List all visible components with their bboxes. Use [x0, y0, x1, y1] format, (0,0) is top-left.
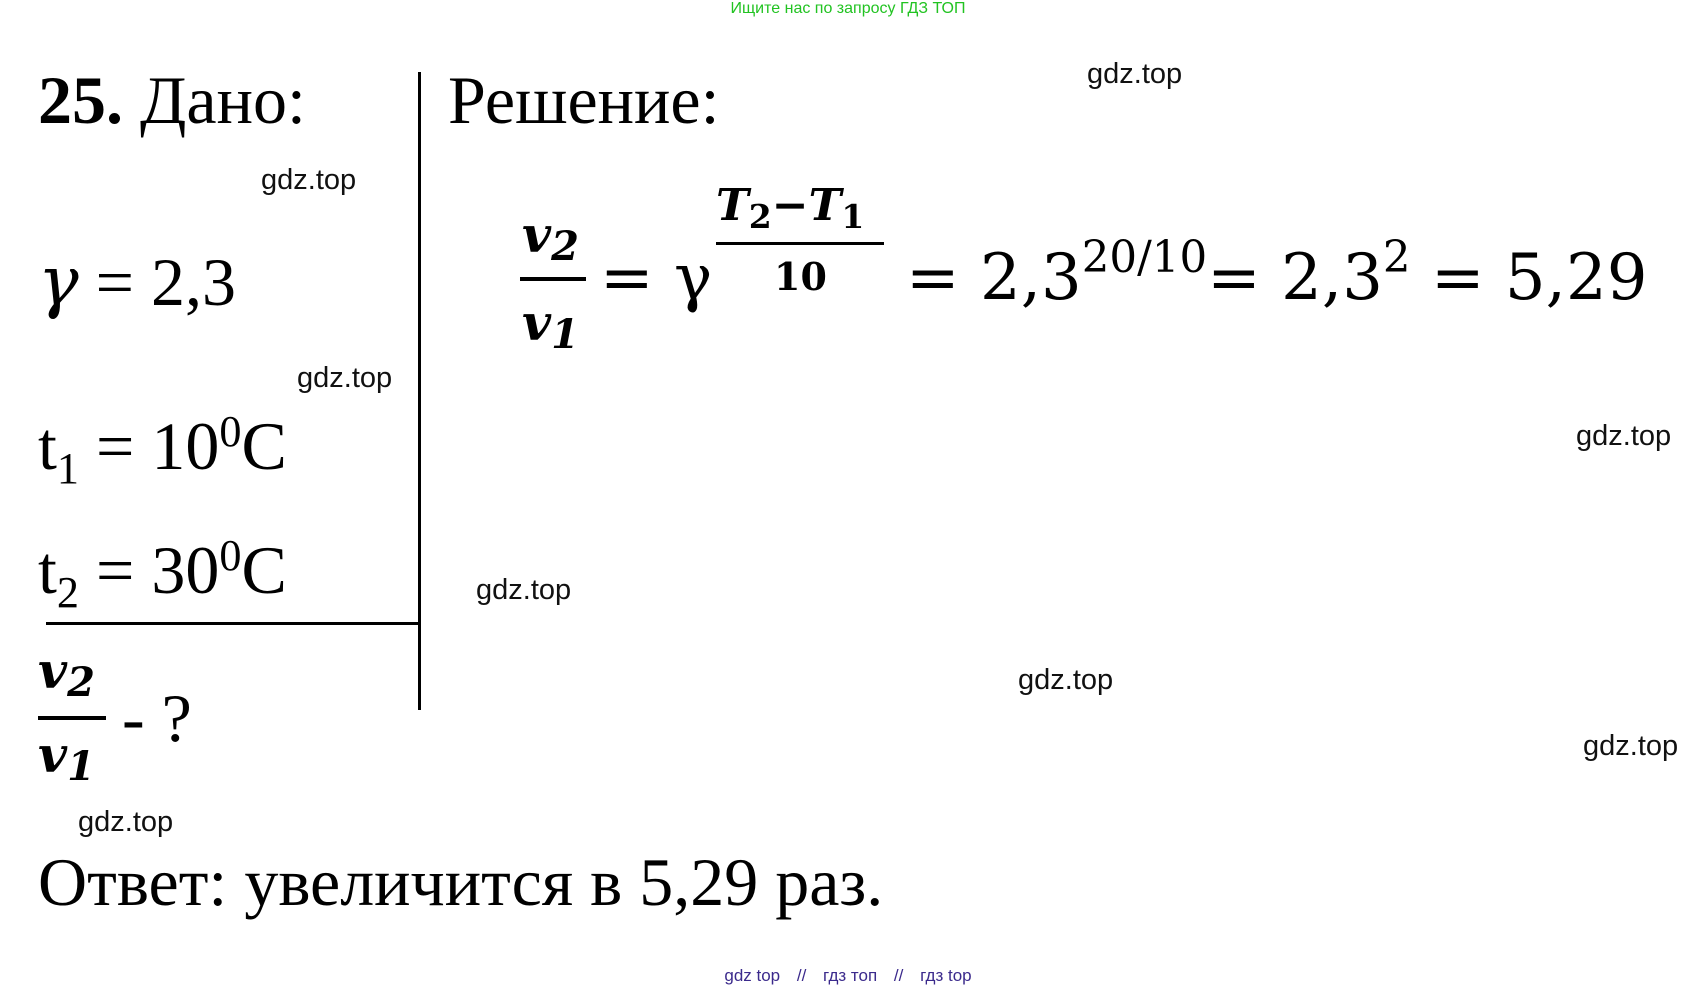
- t1-value: = 10: [79, 408, 220, 484]
- answer-text: Ответ: увеличится в 5,29 раз.: [38, 844, 884, 920]
- given-title: Дано:: [140, 62, 306, 138]
- watermark: gdz.top: [261, 164, 357, 196]
- top-search-link[interactable]: Ищите нас по запросу ГДЗ ТОП: [730, 0, 966, 17]
- exponent-fraction-bar: [716, 242, 884, 245]
- watermark: gdz.top: [1576, 420, 1672, 452]
- find-fraction-bar: [38, 716, 106, 720]
- gamma-line: [38, 243, 236, 322]
- footer-link-1[interactable]: gdz top: [724, 966, 781, 985]
- gamma-symbol: γ: [38, 243, 79, 322]
- t1-line: [38, 407, 287, 494]
- t1-symbol: t: [38, 408, 57, 484]
- t1-unit: C: [241, 408, 287, 484]
- gamma-value: = 2,3: [78, 244, 236, 320]
- exponent-numerator: T2−T1: [716, 180, 865, 237]
- watermark: gdz.top: [1018, 664, 1114, 696]
- t1-degree: 0: [219, 407, 242, 457]
- exponent-denominator: 10: [774, 254, 827, 299]
- watermark: gdz.top: [1583, 730, 1679, 762]
- t2-subscript: 2: [56, 568, 79, 618]
- t2-symbol: t: [38, 532, 57, 608]
- t1-subscript: 1: [56, 444, 79, 494]
- given-heading: [38, 62, 306, 138]
- watermark: gdz.top: [1087, 58, 1183, 90]
- eq-power-1: = $2,3^{20/10}= 2,3^2 = 5,29$: [906, 233, 1648, 315]
- t2-line: [38, 531, 287, 618]
- watermark: gdz.top: [476, 574, 572, 606]
- solution-denominator: v1: [522, 293, 579, 358]
- solution-title: Решение:: [448, 62, 720, 138]
- given-divider-vertical: [418, 72, 421, 710]
- footer-link-2[interactable]: гдз топ: [823, 966, 878, 985]
- t2-value: = 30: [79, 532, 220, 608]
- footer-separator: //: [796, 966, 807, 985]
- given-divider-horizontal: [46, 622, 421, 625]
- find-denominator: v1: [38, 725, 95, 790]
- footer-separator: //: [893, 966, 904, 985]
- t2-unit: C: [241, 532, 287, 608]
- t2-degree: 0: [219, 531, 242, 581]
- solution-fraction-bar: [520, 277, 586, 281]
- find-question: - ?: [122, 680, 192, 756]
- find-numerator: v2: [38, 641, 95, 706]
- solution-numerator: v2: [522, 205, 579, 270]
- watermark: gdz.top: [78, 806, 174, 838]
- footer-link-3[interactable]: гдз top: [920, 966, 972, 985]
- problem-number: 25.: [38, 62, 123, 138]
- eq-gamma: = γ: [600, 241, 713, 315]
- watermark: gdz.top: [297, 362, 393, 394]
- footer-links: [0, 966, 1696, 986]
